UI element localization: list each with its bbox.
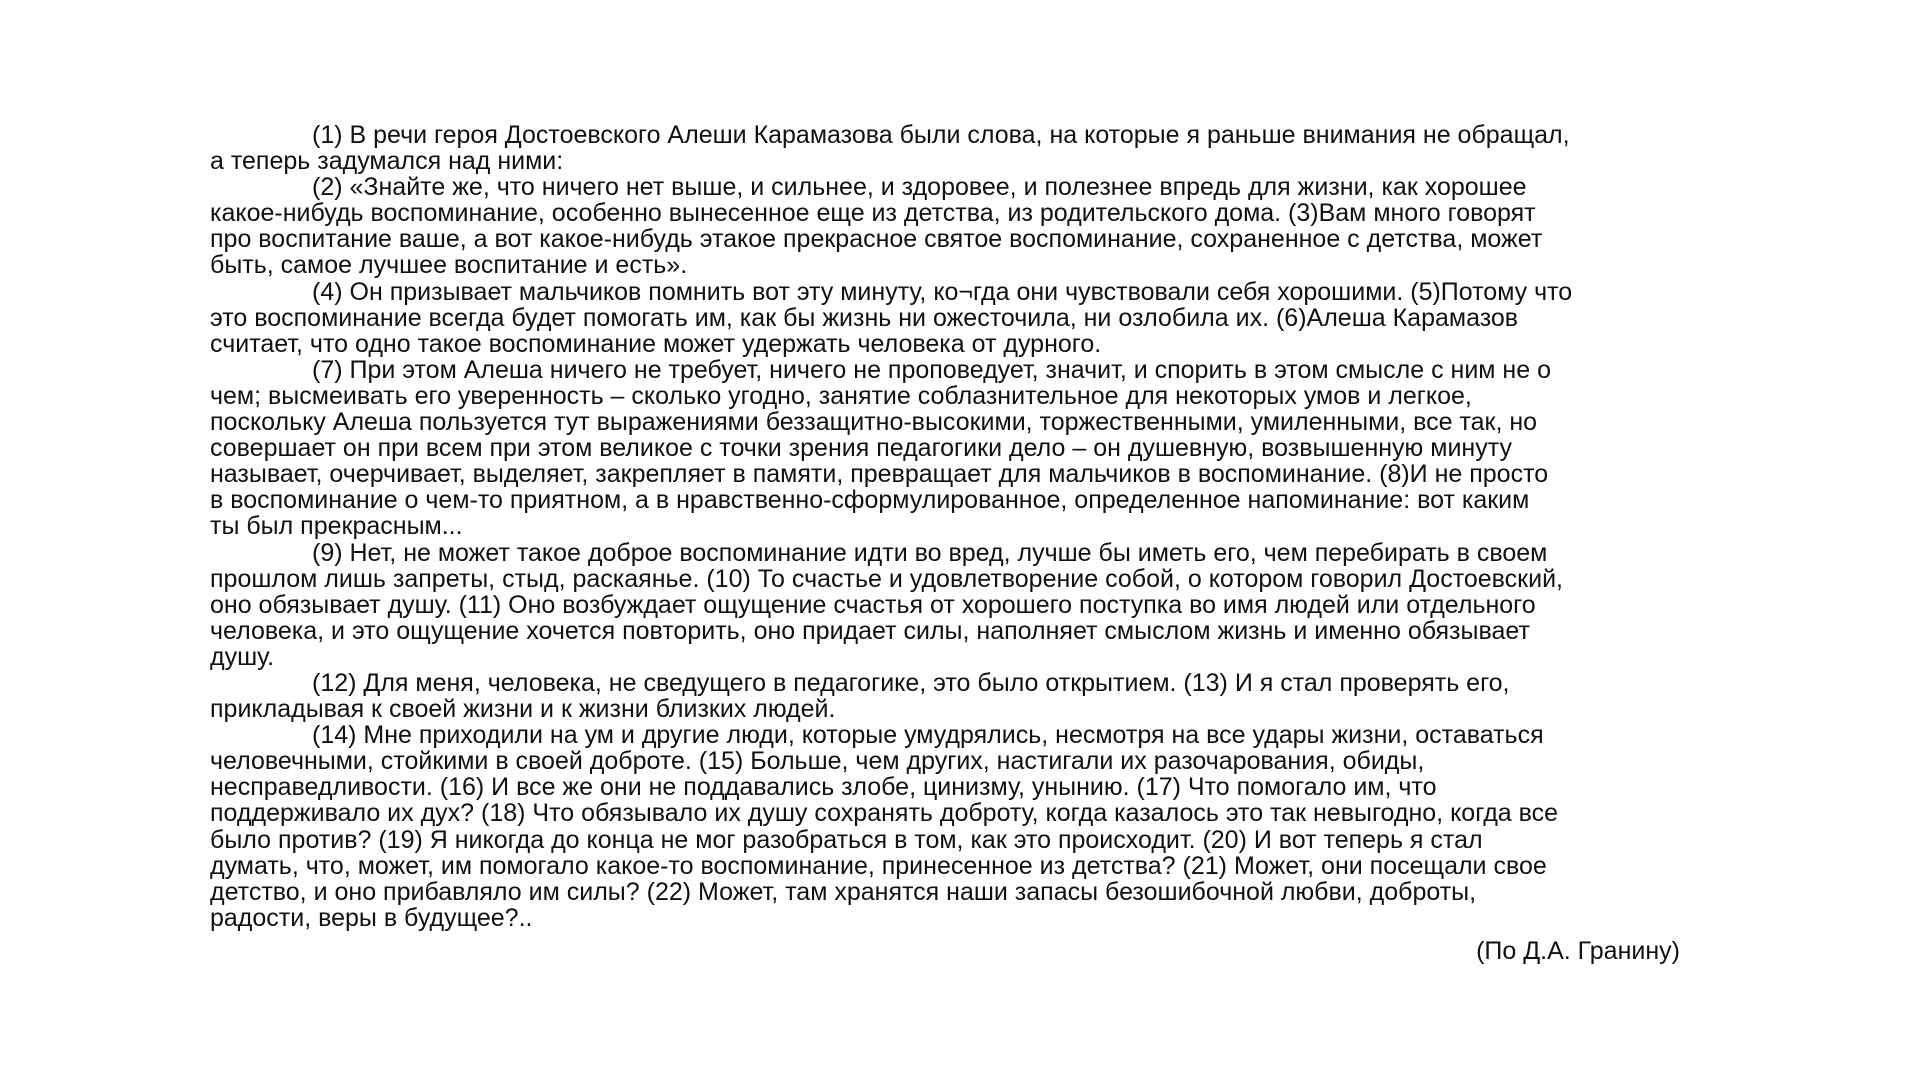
text-line: считает, что одно такое воспоминание может удержать человека от дурного.	[210, 329, 1102, 358]
text-line: было против? (19) Я никогда до конца не мог разобраться в том, как это происходит. (20) И вот теперь я стал	[210, 825, 1483, 854]
text-line: ты был прекрасным...	[210, 512, 463, 541]
text-line: какое-нибудь воспоминание, особенно вынесенное еще из детства, из родительского дома. (3)Вам много говорят	[210, 199, 1536, 228]
text-line: радости, веры в будущее?..	[210, 903, 533, 932]
text-line: (1) В речи героя Достоевского Алеши Карамазова были слова, на которые я раньше внимания не обращал,	[312, 121, 1570, 149]
text-line: прошлом лишь запреты, стыд, раскаянье. (10) То счастье и удовлетворение собой, о котором говорил Достоевский,	[210, 564, 1563, 593]
text-line: а теперь задумался над ними:	[210, 147, 564, 176]
paragraph	[210, 279, 1710, 357]
text-line: думать, что, может, им помогало какое-то воспоминание, принесенное из детства? (21) Может, они посещали свое	[210, 851, 1547, 880]
text-line: совершает он при всем при этом великое с точки зрения педагогики дело – он душевную, возвышенную минуту	[210, 434, 1512, 463]
text-line: быть, самое лучшее воспитание и есть».	[210, 251, 688, 280]
text-line: чем; высмеивать его уверенность – сколько угодно, занятие соблазнительное для некоторых умов и легкое,	[210, 381, 1472, 410]
text-body	[210, 122, 1710, 931]
text-line: (14) Мне приходили на ум и другие люди, которые умудрялись, несмотря на все удары жизни, оставаться	[312, 721, 1544, 750]
text-line: в воспоминание о чем-то приятном, а в нравственно-сформулированное, определенное напоминание: вот каким	[210, 486, 1530, 515]
text-line: (7) При этом Алеша ничего не требует, ничего не проповедует, значит, и спорить в этом смысле с ним не о	[312, 355, 1551, 384]
text-line: это воспоминание всегда будет помогать им, как бы жизнь ни ожесточила, ни озлобила их. (6)Алеша Карамазов	[210, 303, 1519, 332]
text-line: (9) Нет, не может такое доброе воспоминание идти во вред, лучше бы иметь его, чем перебирать в своем	[312, 538, 1548, 567]
text-line: (4) Он призывает мальчиков помнить вот эту минуту, ко¬гда они чувствовали себя хорошими. (5)Потому что	[312, 277, 1573, 306]
paragraph	[210, 174, 1710, 278]
text-line: про воспитание ваше, а вот какое-нибудь этакое прекрасное святое воспоминание, сохраненное с детства, может	[210, 225, 1543, 254]
paragraph	[210, 722, 1710, 931]
text-line: поддерживало их дух? (18) Что обязывало их душу сохранять доброту, когда казалось это так невыгодно, когда все	[210, 799, 1559, 828]
text-line: называет, очерчивает, выделяет, закрепляет в памяти, превращает для мальчиков в воспоминание. (8)И не просто	[210, 460, 1549, 489]
text-line: человека, и это ощущение хочется повторить, оно придает силы, наполняет смыслом жизнь и именно обязывает	[210, 616, 1530, 645]
paragraph	[210, 357, 1710, 540]
text-line: поскольку Алеша пользуется тут выражениями беззащитно-высокими, торжественными, умиленными, все так, но	[210, 408, 1538, 437]
text-line: детство, и оно прибавляло им силы? (22) Может, там хранятся наши запасы безошибочной любви, доброты,	[210, 877, 1477, 906]
text-line: оно обязывает душу. (11) Оно возбуждает ощущение счастья от хорошего поступка во имя людей или отдельного	[210, 590, 1536, 619]
text-line: несправедливости. (16) И все же они не поддавались злобе, цинизму, унынию. (17) Что помогало им, что	[210, 773, 1437, 802]
paragraph	[210, 670, 1710, 722]
text-line: (12) Для меня, человека, не сведущего в педагогике, это было открытием. (13) И я стал проверять его,	[312, 668, 1510, 697]
text-line: прикладывая к своей жизни и к жизни близких людей.	[210, 695, 836, 724]
text-line: (2) «Знайте же, что ничего нет выше, и сильнее, и здоровее, и полезнее впредь для жизни, как хорошее	[312, 173, 1527, 202]
text-line: душу.	[210, 642, 275, 671]
source-attribution: (По Д.А. Гранину)	[1476, 937, 1680, 965]
text-line: человечными, стойкими в своей доброте. (15) Больше, чем других, настигали их разочарования, обиды,	[210, 747, 1425, 776]
paragraph	[210, 540, 1710, 670]
paragraph	[210, 122, 1710, 174]
